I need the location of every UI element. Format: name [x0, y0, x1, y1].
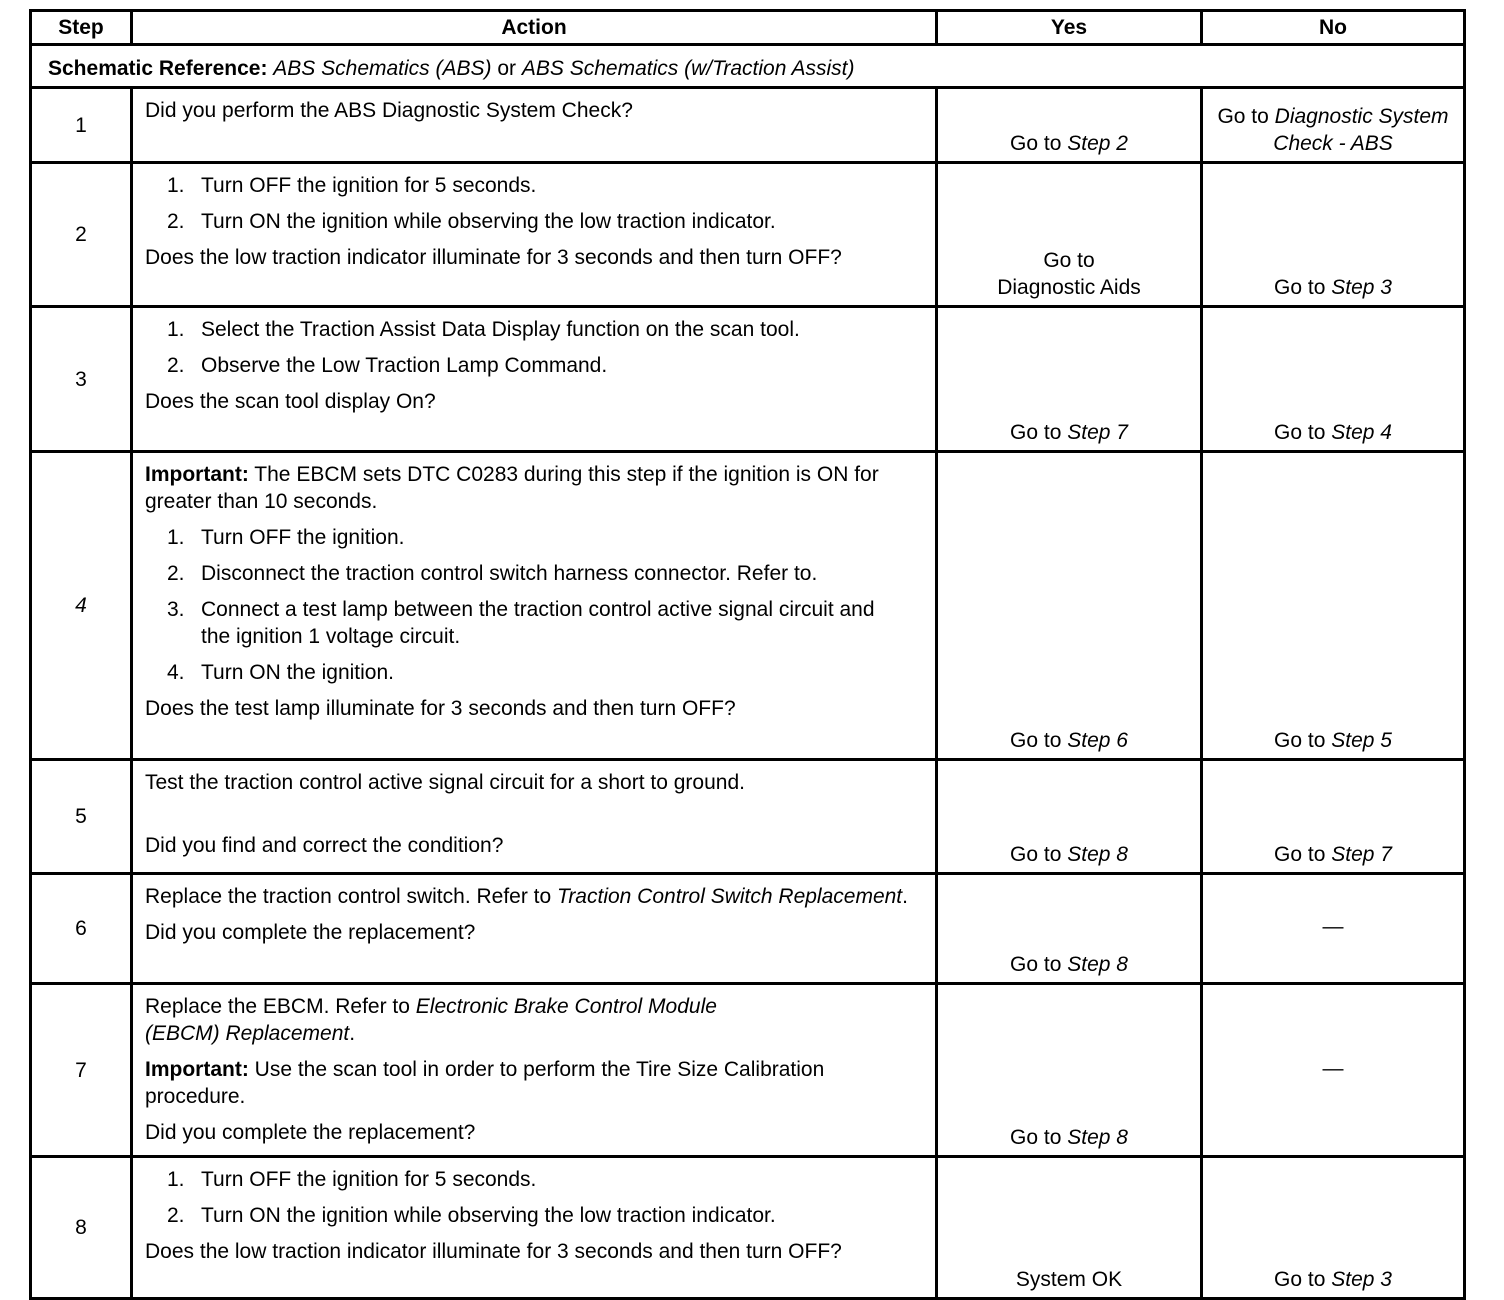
no-prefix: Go to: [1274, 1268, 1326, 1291]
list-text: Turn ON the ignition while observing the low traction indicator.: [201, 1204, 776, 1227]
important-label: Important:: [145, 463, 249, 486]
question: Did you find and correct the condition?: [145, 834, 504, 857]
no-cell: [1202, 760, 1465, 874]
diagnostic-table: [29, 9, 1466, 1300]
no-link[interactable]: Step 3: [1331, 1268, 1392, 1291]
important-label: Important:: [145, 1058, 249, 1081]
no-link[interactable]: Step 4: [1331, 421, 1392, 444]
list-text: Turn OFF the ignition for 5 seconds.: [201, 1168, 537, 1191]
table-row: [31, 874, 1465, 984]
action-cell: [132, 760, 937, 874]
list-text: Observe the Low Traction Lamp Command.: [201, 354, 608, 377]
list-text: Disconnect the traction control switch harness connector. Refer to.: [201, 562, 818, 585]
important-note: [145, 461, 927, 515]
yes-cell: [937, 163, 1202, 307]
question: Does the low traction indicator illuminate for 3 seconds and then turn OFF?: [145, 1240, 842, 1263]
no-prefix: Go to: [1274, 276, 1326, 299]
step-number: 3: [31, 307, 132, 452]
list-item: [145, 208, 927, 235]
list-item: [145, 352, 927, 379]
table-row: [31, 163, 1465, 307]
header-no: No: [1202, 11, 1465, 45]
instruction: Test the traction control active signal circuit for a short to ground.: [145, 771, 745, 794]
yes-text: System OK: [1015, 1268, 1123, 1291]
yes-cell: [937, 1157, 1202, 1299]
yes-link[interactable]: Step 8: [1067, 1126, 1128, 1149]
instruction-link[interactable]: Traction Control Switch Replacement: [557, 885, 903, 908]
no-prefix: Go to: [1274, 843, 1326, 866]
step-number: 7: [31, 984, 132, 1157]
header-row: [31, 11, 1465, 45]
instruction-link[interactable]: Electronic Brake Control Module (EBCM) Replacement: [145, 995, 717, 1045]
no-link[interactable]: Step 3: [1331, 276, 1392, 299]
yes-link[interactable]: Diagnostic Aids: [997, 276, 1141, 299]
list-number: 2.: [167, 1204, 185, 1227]
step-number: 5: [31, 760, 132, 874]
yes-prefix: Go to: [1010, 421, 1062, 444]
action-cell: [132, 88, 937, 163]
no-cell: [1202, 163, 1465, 307]
yes-link[interactable]: Step 6: [1067, 729, 1128, 752]
schematic-reference: [31, 45, 1465, 88]
action-cell: [132, 452, 937, 760]
yes-prefix: Go to: [1010, 729, 1062, 752]
list-item: [145, 560, 927, 587]
header-yes: Yes: [937, 11, 1202, 45]
yes-line1: Go to: [1043, 249, 1095, 272]
no-cell: [1202, 984, 1465, 1157]
no-link[interactable]: Step 7: [1331, 843, 1392, 866]
list-number: 1.: [167, 318, 185, 341]
schematic-reference-row: [31, 45, 1465, 88]
list-text: Select the Traction Assist Data Display function on the scan tool.: [201, 318, 800, 341]
instruction-text: Replace the traction control switch. Refer to: [145, 885, 552, 908]
yes-link[interactable]: Step 8: [1067, 953, 1128, 976]
important-text: Use the scan tool in order to perform the Tire Size Calibration procedure.: [145, 1058, 825, 1108]
yes-link[interactable]: Step 7: [1067, 421, 1128, 444]
no-cell: [1202, 1157, 1465, 1299]
action-cell: [132, 1157, 937, 1299]
step-number: 1: [31, 88, 132, 163]
step-number: 8: [31, 1157, 132, 1299]
question: Does the scan tool display On?: [145, 390, 436, 413]
list-text: Turn ON the ignition.: [201, 661, 394, 684]
list-text: Turn ON the ignition while observing the low traction indicator.: [201, 210, 776, 233]
question: Does the test lamp illuminate for 3 seconds and then turn OFF?: [145, 697, 736, 720]
table-row: [31, 307, 1465, 452]
list-text: Connect a test lamp between the traction control active signal circuit and the ignition 1 voltage circuit.: [201, 598, 875, 648]
yes-prefix: Go to: [1010, 1126, 1062, 1149]
step-number: 4: [31, 452, 132, 760]
step-number: 6: [31, 874, 132, 984]
no-cell: [1202, 452, 1465, 760]
schematic-link-traction-assist[interactable]: ABS Schematics (w/Traction Assist): [521, 56, 855, 80]
header-action: Action: [132, 11, 937, 45]
table-row: [31, 88, 1465, 163]
list-number: 1.: [167, 1168, 185, 1191]
instruction: Replace the EBCM. Refer to Electronic Brake Control Module (EBCM) Replacement.: [145, 995, 717, 1045]
list-item: [145, 316, 927, 343]
yes-prefix: Go to: [1010, 843, 1062, 866]
list-item: [145, 1202, 927, 1229]
no-cell: [1202, 874, 1465, 984]
yes-link[interactable]: Step 8: [1067, 843, 1128, 866]
no-cell: [1202, 307, 1465, 452]
list-number: 3.: [167, 598, 185, 621]
no-link[interactable]: Step 5: [1331, 729, 1392, 752]
question: Did you complete the replacement?: [145, 921, 476, 944]
list-item: [145, 524, 927, 551]
schematic-joiner: or: [497, 56, 517, 80]
important-text: The EBCM sets DTC C0283 during this step if the ignition is ON for greater than 10 seconds.: [145, 463, 879, 513]
list-number: 1.: [167, 174, 185, 197]
list-item: [145, 172, 927, 199]
yes-link[interactable]: Step 2: [1067, 132, 1128, 155]
action-cell: [132, 163, 937, 307]
list-number: 4.: [167, 661, 185, 684]
no-cell: [1202, 88, 1465, 163]
no-prefix: Go to: [1217, 105, 1269, 128]
no-prefix: Go to: [1274, 421, 1326, 444]
list-number: 2.: [167, 562, 185, 585]
yes-cell: [937, 984, 1202, 1157]
instruction-text: Replace the EBCM. Refer to: [145, 995, 410, 1018]
action-cell: [132, 874, 937, 984]
list-item: [145, 596, 927, 650]
yes-cell: [937, 874, 1202, 984]
important-note: [145, 1056, 865, 1110]
schematic-link-abs[interactable]: ABS Schematics (ABS): [273, 56, 492, 80]
list-number: 2.: [167, 210, 185, 233]
yes-cell: [937, 307, 1202, 452]
yes-prefix: Go to: [1010, 953, 1062, 976]
table-row: [31, 984, 1465, 1157]
list-text: Turn OFF the ignition for 5 seconds.: [201, 174, 537, 197]
step-number: 2: [31, 163, 132, 307]
schematic-label: Schematic Reference:: [48, 56, 268, 80]
action-cell: [132, 984, 937, 1157]
table-row: [31, 452, 1465, 760]
no-dash: —: [1322, 915, 1344, 938]
table-row: [31, 1157, 1465, 1299]
list-text: Turn OFF the ignition.: [201, 526, 405, 549]
yes-prefix: Go to: [1010, 132, 1062, 155]
yes-cell: [937, 760, 1202, 874]
list-item: [145, 659, 927, 686]
action-cell: [132, 307, 937, 452]
yes-cell: [937, 88, 1202, 163]
yes-cell: [937, 452, 1202, 760]
no-link[interactable]: Diagnostic System Check - ABS: [1273, 105, 1449, 155]
no-prefix: Go to: [1274, 729, 1326, 752]
question: Did you perform the ABS Diagnostic System Check?: [145, 99, 633, 122]
header-step: Step: [31, 11, 132, 45]
list-item: [145, 1166, 927, 1193]
question: Did you complete the replacement?: [145, 1121, 476, 1144]
table-row: [31, 760, 1465, 874]
question: Does the low traction indicator illuminate for 3 seconds and then turn OFF?: [145, 246, 842, 269]
list-number: 2.: [167, 354, 185, 377]
no-dash: —: [1322, 1056, 1344, 1080]
instruction: Replace the traction control switch. Refer to Traction Control Switch Replacement.: [145, 885, 908, 908]
list-number: 1.: [167, 526, 185, 549]
